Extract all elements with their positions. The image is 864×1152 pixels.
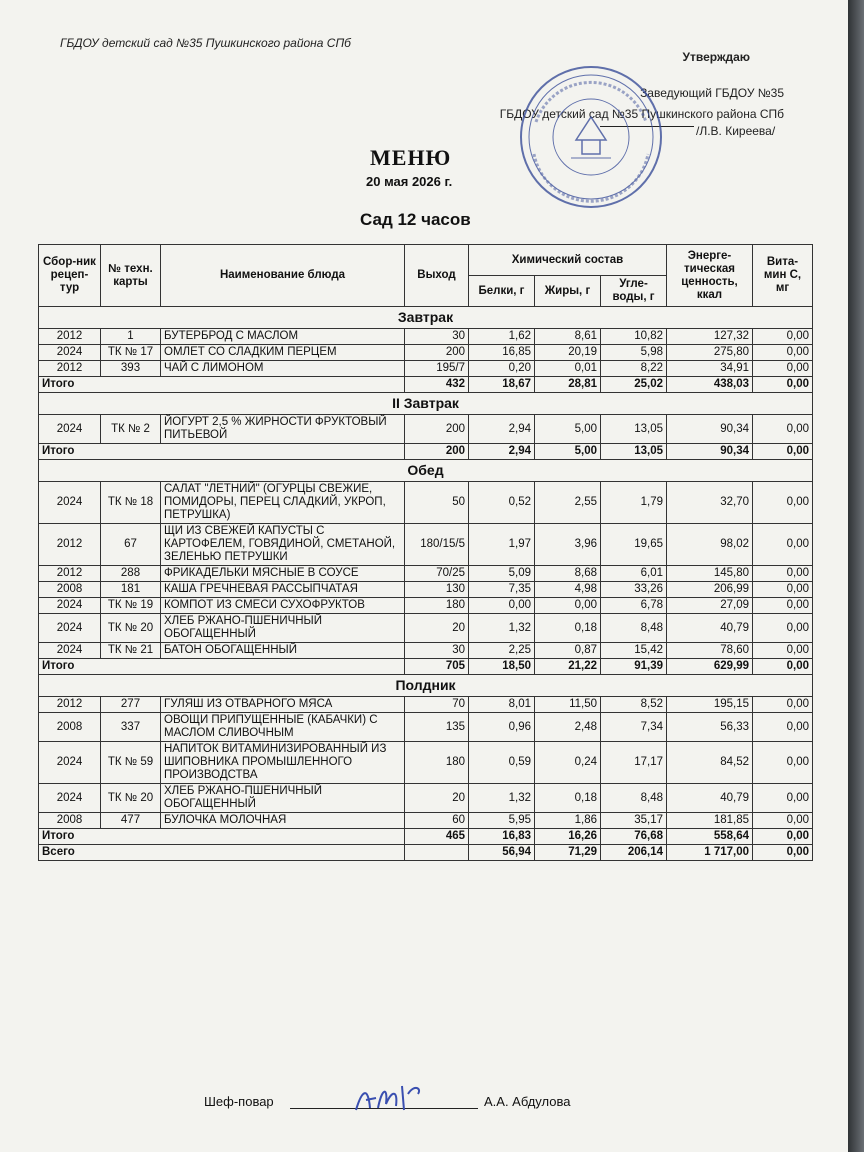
menu-table-body bbox=[39, 307, 813, 861]
table-cell: 0,01 bbox=[535, 361, 601, 377]
total-row bbox=[39, 377, 813, 393]
table-cell: 127,32 bbox=[667, 329, 753, 345]
table-cell: 2,48 bbox=[535, 713, 601, 742]
table-cell: 0,00 bbox=[753, 329, 813, 345]
table-cell: 0,00 bbox=[753, 345, 813, 361]
total-cell: 76,68 bbox=[601, 829, 667, 845]
table-cell: 19,65 bbox=[601, 524, 667, 566]
section-title: Полдник bbox=[39, 675, 813, 697]
table-cell: 0,59 bbox=[469, 742, 535, 784]
col-dish: Наименование блюда bbox=[161, 245, 405, 307]
col-fat: Жиры, г bbox=[535, 276, 601, 307]
table-cell: 10,82 bbox=[601, 329, 667, 345]
table-cell: ОВОЩИ ПРИПУЩЕННЫЕ (КАБАЧКИ) С МАСЛОМ СЛИВОЧНЫМ bbox=[161, 713, 405, 742]
total-row bbox=[39, 659, 813, 675]
table-cell: 20 bbox=[405, 614, 469, 643]
official-stamp bbox=[516, 62, 666, 212]
table-cell: 181,85 bbox=[667, 813, 753, 829]
table-cell: 27,09 bbox=[667, 598, 753, 614]
table-row bbox=[39, 361, 813, 377]
approver-name: /Л.В. Киреева/ bbox=[696, 124, 776, 138]
table-cell: 70/25 bbox=[405, 566, 469, 582]
total-cell: 0,00 bbox=[753, 829, 813, 845]
table-cell: 8,68 bbox=[535, 566, 601, 582]
col-vitamin: Вита-мин С, мг bbox=[753, 245, 813, 307]
table-cell: 2024 bbox=[39, 598, 101, 614]
table-header-row bbox=[39, 245, 813, 276]
approver-position: Заведующий ГБДОУ №35 bbox=[640, 86, 784, 100]
total-label: Итого bbox=[39, 444, 405, 460]
table-row bbox=[39, 614, 813, 643]
table-cell: 90,34 bbox=[667, 415, 753, 444]
table-cell: 0,20 bbox=[469, 361, 535, 377]
total-label: Итого bbox=[39, 829, 405, 845]
grand-total-cell: 1 717,00 bbox=[667, 845, 753, 861]
table-cell: КАША ГРЕЧНЕВАЯ РАССЫПЧАТАЯ bbox=[161, 582, 405, 598]
table-cell: 2024 bbox=[39, 614, 101, 643]
table-cell: 393 bbox=[101, 361, 161, 377]
table-row bbox=[39, 784, 813, 813]
table-cell: БАТОН ОБОГАЩЕННЫЙ bbox=[161, 643, 405, 659]
grand-total-cell: 71,29 bbox=[535, 845, 601, 861]
total-cell: 90,34 bbox=[667, 444, 753, 460]
table-cell: 0,00 bbox=[753, 566, 813, 582]
table-row bbox=[39, 598, 813, 614]
table-cell: 277 bbox=[101, 697, 161, 713]
total-cell: 13,05 bbox=[601, 444, 667, 460]
table-cell: 0,00 bbox=[753, 643, 813, 659]
table-cell: 2,25 bbox=[469, 643, 535, 659]
col-chemical: Химический состав bbox=[469, 245, 667, 276]
table-cell: 11,50 bbox=[535, 697, 601, 713]
col-protein: Белки, г bbox=[469, 276, 535, 307]
table-cell: ФРИКАДЕЛЬКИ МЯСНЫЕ В СОУСЕ bbox=[161, 566, 405, 582]
table-cell: ОМЛЕТ СО СЛАДКИМ ПЕРЦЕМ bbox=[161, 345, 405, 361]
table-cell: 0,00 bbox=[753, 784, 813, 813]
table-cell: 181 bbox=[101, 582, 161, 598]
table-cell: 8,48 bbox=[601, 784, 667, 813]
total-cell: 200 bbox=[405, 444, 469, 460]
table-cell: 275,80 bbox=[667, 345, 753, 361]
table-cell: 2012 bbox=[39, 361, 101, 377]
total-cell: 558,64 bbox=[667, 829, 753, 845]
table-cell: 1,86 bbox=[535, 813, 601, 829]
table-cell: 84,52 bbox=[667, 742, 753, 784]
total-cell: 16,83 bbox=[469, 829, 535, 845]
total-cell: 5,00 bbox=[535, 444, 601, 460]
total-cell: 16,26 bbox=[535, 829, 601, 845]
table-row bbox=[39, 482, 813, 524]
table-cell: БУЛОЧКА МОЛОЧНАЯ bbox=[161, 813, 405, 829]
table-cell: 0,18 bbox=[535, 784, 601, 813]
table-cell: 40,79 bbox=[667, 784, 753, 813]
table-cell: 5,95 bbox=[469, 813, 535, 829]
table-cell: САЛАТ "ЛЕТНИЙ" (ОГУРЦЫ СВЕЖИЕ, ПОМИДОРЫ, ПЕРЕЦ СЛАДКИЙ, УКРОП, ПЕТРУШКА) bbox=[161, 482, 405, 524]
table-cell: НАПИТОК ВИТАМИНИЗИРОВАННЫЙ ИЗ ШИПОВНИКА ПРОМЫШЛЕННОГО ПРОИЗВОДСТВА bbox=[161, 742, 405, 784]
table-cell: 477 bbox=[101, 813, 161, 829]
table-cell: 0,96 bbox=[469, 713, 535, 742]
table-row bbox=[39, 742, 813, 784]
table-cell: ТК № 18 bbox=[101, 482, 161, 524]
table-cell: 60 bbox=[405, 813, 469, 829]
table-cell: ТК № 20 bbox=[101, 784, 161, 813]
table-cell: 8,01 bbox=[469, 697, 535, 713]
table-cell: 2024 bbox=[39, 784, 101, 813]
col-collection: Сбор-ник рецеп-тур bbox=[39, 245, 101, 307]
table-cell: 0,00 bbox=[753, 524, 813, 566]
table-cell: 5,00 bbox=[535, 415, 601, 444]
total-label: Итого bbox=[39, 659, 405, 675]
table-cell: 2024 bbox=[39, 482, 101, 524]
table-cell: 180/15/5 bbox=[405, 524, 469, 566]
table-cell: 0,87 bbox=[535, 643, 601, 659]
total-label: Итого bbox=[39, 377, 405, 393]
table-cell: ТК № 59 bbox=[101, 742, 161, 784]
total-row bbox=[39, 444, 813, 460]
total-cell: 21,22 bbox=[535, 659, 601, 675]
table-cell: 1 bbox=[101, 329, 161, 345]
table-row bbox=[39, 643, 813, 659]
total-cell: 0,00 bbox=[753, 659, 813, 675]
table-cell: 0,00 bbox=[535, 598, 601, 614]
table-cell: 5,98 bbox=[601, 345, 667, 361]
table-cell: 7,34 bbox=[601, 713, 667, 742]
table-cell: 34,91 bbox=[667, 361, 753, 377]
total-cell: 18,67 bbox=[469, 377, 535, 393]
table-cell: 6,01 bbox=[601, 566, 667, 582]
grand-total-cell: 0,00 bbox=[753, 845, 813, 861]
grand-total-cell: 206,14 bbox=[601, 845, 667, 861]
table-cell: 200 bbox=[405, 415, 469, 444]
section-title: II Завтрак bbox=[39, 393, 813, 415]
table-row bbox=[39, 329, 813, 345]
table-cell: 30 bbox=[405, 643, 469, 659]
table-cell: 20 bbox=[405, 784, 469, 813]
table-cell: 1,32 bbox=[469, 784, 535, 813]
table-cell: 0,18 bbox=[535, 614, 601, 643]
table-cell: 0,00 bbox=[753, 598, 813, 614]
approve-label: Утверждаю bbox=[682, 50, 750, 64]
table-cell: 3,96 bbox=[535, 524, 601, 566]
table-cell: ЧАЙ С ЛИМОНОМ bbox=[161, 361, 405, 377]
table-cell: 2012 bbox=[39, 329, 101, 345]
organization-header: ГБДОУ детский сад №35 Пушкинского района СПб bbox=[60, 36, 351, 50]
table-cell: ХЛЕБ РЖАНО-ПШЕНИЧНЫЙ ОБОГАЩЕННЫЙ bbox=[161, 784, 405, 813]
table-cell: 35,17 bbox=[601, 813, 667, 829]
table-row bbox=[39, 697, 813, 713]
table-row bbox=[39, 345, 813, 361]
chef-signature bbox=[352, 1080, 432, 1116]
total-cell: 0,00 bbox=[753, 377, 813, 393]
table-cell: КОМПОТ ИЗ СМЕСИ СУХОФРУКТОВ bbox=[161, 598, 405, 614]
table-cell: 180 bbox=[405, 598, 469, 614]
total-cell: 432 bbox=[405, 377, 469, 393]
table-cell: 206,99 bbox=[667, 582, 753, 598]
table-cell: 2012 bbox=[39, 697, 101, 713]
table-cell: 0,00 bbox=[753, 361, 813, 377]
table-row bbox=[39, 813, 813, 829]
table-cell: 0,00 bbox=[753, 697, 813, 713]
menu-date: 20 мая 2026 г. bbox=[366, 174, 453, 189]
chef-name: А.А. Абдулова bbox=[484, 1094, 571, 1109]
table-row bbox=[39, 524, 813, 566]
col-carbs: Угле-воды, г bbox=[601, 276, 667, 307]
table-cell: 7,35 bbox=[469, 582, 535, 598]
table-cell: ТК № 21 bbox=[101, 643, 161, 659]
table-cell: 1,32 bbox=[469, 614, 535, 643]
section-header-row bbox=[39, 393, 813, 415]
table-cell: 0,00 bbox=[753, 813, 813, 829]
table-cell: ТК № 19 bbox=[101, 598, 161, 614]
table-cell: 135 bbox=[405, 713, 469, 742]
total-cell: 18,50 bbox=[469, 659, 535, 675]
section-header-row bbox=[39, 460, 813, 482]
total-cell: 28,81 bbox=[535, 377, 601, 393]
table-cell: 17,17 bbox=[601, 742, 667, 784]
table-cell: 0,00 bbox=[753, 482, 813, 524]
table-cell: 70 bbox=[405, 697, 469, 713]
section-title: Обед bbox=[39, 460, 813, 482]
table-cell: 50 bbox=[405, 482, 469, 524]
table-cell: 0,00 bbox=[753, 742, 813, 784]
chef-label: Шеф-повар bbox=[204, 1094, 274, 1109]
table-cell: 20,19 bbox=[535, 345, 601, 361]
total-row bbox=[39, 829, 813, 845]
table-cell: 2024 bbox=[39, 742, 101, 784]
table-cell: 15,42 bbox=[601, 643, 667, 659]
total-cell: 91,39 bbox=[601, 659, 667, 675]
table-cell: 32,70 bbox=[667, 482, 753, 524]
table-cell: 2024 bbox=[39, 643, 101, 659]
table-cell: ЩИ ИЗ СВЕЖЕЙ КАПУСТЫ С КАРТОФЕЛЕМ, ГОВЯДИНОЙ, СМЕТАНОЙ, ЗЕЛЕНЬЮ ПЕТРУШКИ bbox=[161, 524, 405, 566]
total-cell: 438,03 bbox=[667, 377, 753, 393]
table-cell: 67 bbox=[101, 524, 161, 566]
table-cell: 2008 bbox=[39, 713, 101, 742]
col-card: № техн. карты bbox=[101, 245, 161, 307]
table-cell: 33,26 bbox=[601, 582, 667, 598]
table-cell: 200 bbox=[405, 345, 469, 361]
total-cell: 2,94 bbox=[469, 444, 535, 460]
table-cell: 5,09 bbox=[469, 566, 535, 582]
col-output: Выход bbox=[405, 245, 469, 307]
table-row bbox=[39, 582, 813, 598]
table-cell: 2008 bbox=[39, 582, 101, 598]
grand-total-label: Всего bbox=[39, 845, 405, 861]
table-cell: 2,55 bbox=[535, 482, 601, 524]
table-cell: 6,78 bbox=[601, 598, 667, 614]
table-cell: 0,00 bbox=[753, 582, 813, 598]
table-cell: 2024 bbox=[39, 415, 101, 444]
grand-total-cell: 56,94 bbox=[469, 845, 535, 861]
group-title: Сад 12 часов bbox=[360, 210, 471, 229]
table-cell: 4,98 bbox=[535, 582, 601, 598]
total-cell: 629,99 bbox=[667, 659, 753, 675]
section-title: Завтрак bbox=[39, 307, 813, 329]
menu-table bbox=[38, 244, 813, 861]
table-cell: 0,00 bbox=[753, 415, 813, 444]
table-cell: 130 bbox=[405, 582, 469, 598]
table-cell: 13,05 bbox=[601, 415, 667, 444]
table-cell: ГУЛЯШ ИЗ ОТВАРНОГО МЯСА bbox=[161, 697, 405, 713]
table-cell: 195,15 bbox=[667, 697, 753, 713]
table-cell: 0,00 bbox=[753, 713, 813, 742]
table-cell: ЙОГУРТ 2,5 % ЖИРНОСТИ ФРУКТОВЫЙ ПИТЬЕВОЙ bbox=[161, 415, 405, 444]
table-cell: 8,52 bbox=[601, 697, 667, 713]
approver-org: ГБДОУ детский сад №35 Пушкинского района СПб bbox=[499, 107, 784, 121]
col-energy: Энерге-тическая ценность, ккал bbox=[667, 245, 753, 307]
table-cell: 16,85 bbox=[469, 345, 535, 361]
table-cell: ТК № 20 bbox=[101, 614, 161, 643]
table-cell: 78,60 bbox=[667, 643, 753, 659]
total-cell: 705 bbox=[405, 659, 469, 675]
table-cell: 145,80 bbox=[667, 566, 753, 582]
table-cell: 2024 bbox=[39, 345, 101, 361]
background-edge bbox=[848, 0, 864, 1152]
table-cell: 56,33 bbox=[667, 713, 753, 742]
table-cell: 8,22 bbox=[601, 361, 667, 377]
table-cell: 0,24 bbox=[535, 742, 601, 784]
table-cell: ТК № 17 bbox=[101, 345, 161, 361]
table-cell: 2012 bbox=[39, 566, 101, 582]
table-row bbox=[39, 566, 813, 582]
grand-total-row bbox=[39, 845, 813, 861]
total-cell: 465 bbox=[405, 829, 469, 845]
table-cell: 8,61 bbox=[535, 329, 601, 345]
table-cell: 288 bbox=[101, 566, 161, 582]
table-cell: 40,79 bbox=[667, 614, 753, 643]
table-cell: 30 bbox=[405, 329, 469, 345]
table-row bbox=[39, 415, 813, 444]
table-cell: 2012 bbox=[39, 524, 101, 566]
table-row bbox=[39, 713, 813, 742]
table-cell: 1,79 bbox=[601, 482, 667, 524]
table-cell: 8,48 bbox=[601, 614, 667, 643]
table-cell: 195/7 bbox=[405, 361, 469, 377]
table-cell: 0,00 bbox=[469, 598, 535, 614]
table-cell: 1,62 bbox=[469, 329, 535, 345]
table-cell: 0,52 bbox=[469, 482, 535, 524]
table-cell: ХЛЕБ РЖАНО-ПШЕНИЧНЫЙ ОБОГАЩЕННЫЙ bbox=[161, 614, 405, 643]
table-cell: 0,00 bbox=[753, 614, 813, 643]
table-cell: 1,97 bbox=[469, 524, 535, 566]
table-cell: 2008 bbox=[39, 813, 101, 829]
table-cell: 2,94 bbox=[469, 415, 535, 444]
total-cell: 0,00 bbox=[753, 444, 813, 460]
table-cell: 98,02 bbox=[667, 524, 753, 566]
total-cell: 25,02 bbox=[601, 377, 667, 393]
table-cell: 180 bbox=[405, 742, 469, 784]
table-cell: БУТЕРБРОД С МАСЛОМ bbox=[161, 329, 405, 345]
table-cell: ТК № 2 bbox=[101, 415, 161, 444]
grand-total-cell bbox=[405, 845, 469, 861]
page-title: МЕНЮ bbox=[370, 145, 452, 170]
table-cell: 337 bbox=[101, 713, 161, 742]
section-header-row bbox=[39, 307, 813, 329]
section-header-row bbox=[39, 675, 813, 697]
